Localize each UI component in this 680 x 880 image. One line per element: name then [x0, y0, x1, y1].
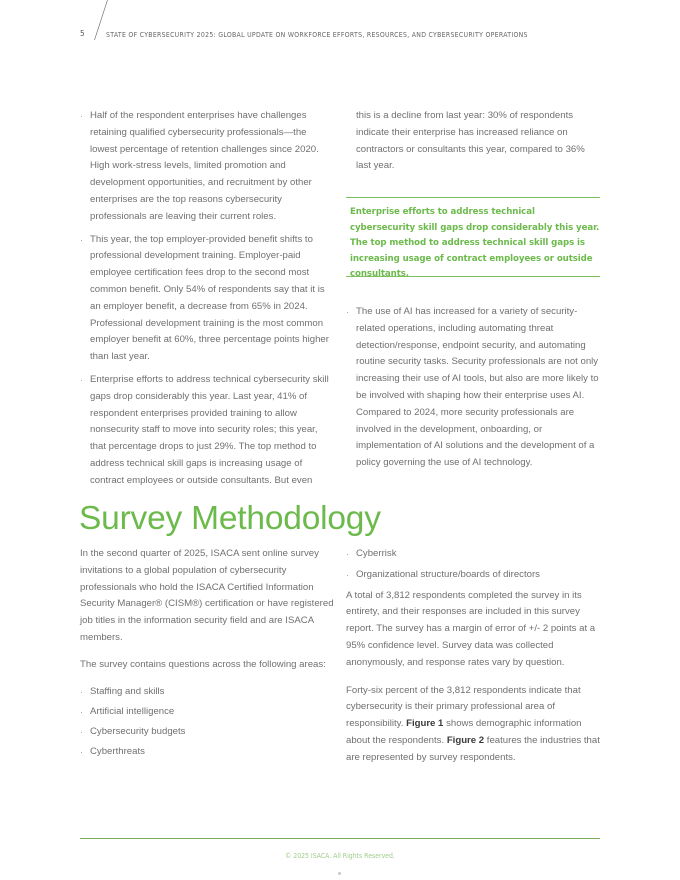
pull-quote-callout: [346, 197, 600, 277]
findings-left-column: [80, 108, 332, 496]
footer-divider: [80, 838, 600, 839]
footer-dot-icon: [338, 872, 341, 875]
figure-1-reference: Figure 1: [406, 718, 444, 730]
survey-areas-list-continued: [346, 546, 604, 584]
demographics-paragraph: [346, 683, 604, 767]
areas-intro: The survey contains questions across the following areas:: [80, 658, 326, 670]
list-item: · Enterprise efforts to address technical cybersecurity skill gaps drop considerably this year. Last year, 41% of respondent enterprises provided training to allow nonsecurity staff to move into security roles; this year, that percentage drops to just 29%. The top method to address technical skill gaps is increasing usage of contract employees or outside consultants. But even: [80, 372, 332, 490]
methodology-left-column: [80, 546, 336, 764]
page-number: 5: [80, 29, 85, 38]
list-item: · Half of the respondent enterprises have challenges retaining qualified cybersecurity professionals—the lowest percentage of retention challenges since 2020. High work-stress levels, limited promotion and development opportunities, and recruitment by other enterprises are the top reasons cybersecurity professionals are leaving their current roles.: [80, 108, 332, 226]
methodology-intro: In the second quarter of 2025, ISACA sent online survey invitations to a global population of cybersecurity professionals who hold the ISACA Certified Information Security Manager® (CISM®) certification or have registered job titles in the information security field and are ISACA members.: [80, 548, 334, 643]
list-item: · Artificial intelligence: [80, 704, 336, 721]
running-title: STATE OF CYBERSECURITY 2025: GLOBAL UPDATE ON WORKFORCE EFFORTS, RESOURCES, AND CYBERSECURITY OPERATIONS: [106, 30, 528, 39]
survey-areas-list: [80, 684, 336, 761]
findings-list-right: [346, 304, 604, 472]
list-item: · Organizational structure/boards of directors: [346, 567, 604, 584]
demographics-text: features the industries that are represented by survey respondents.: [346, 734, 600, 763]
continuation-paragraph: this is a decline from last year: 30% of respondents indicate their enterprise has increased reliance on contractors or consultants this year, compared to 36% last year.: [356, 110, 585, 172]
section-heading: Survey Methodology: [79, 500, 381, 537]
list-item: · The use of AI has increased for a variety of security-related operations, including automating threat detection/response, endpoint security, and automating routine security tasks. Security professionals are not only increasing their use of AI tools, but also are more likely to be involved with shaping how their enterprise uses AI. Compared to 2024, more security professionals are involved in the development, onboarding, or implementation of AI solutions and the development of a policy governing the use of AI technology.: [346, 304, 604, 472]
callout-text: Enterprise efforts to address technical cybersecurity skill gaps drop considerably this year. The top method to address technical skill gaps is increasing usage of contract employees or outside consultants.: [350, 207, 600, 279]
header-slash-divider: [0, 0, 120, 45]
list-item: · Cyberthreats: [80, 744, 336, 761]
findings-right-column: [346, 108, 602, 175]
findings-right-ai: [346, 304, 604, 472]
copyright-notice: © 2025 ISACA. All Rights Reserved.: [285, 852, 395, 860]
demographics-text: shows demographic information about the respondents.: [346, 718, 582, 746]
methodology-right-column: [346, 546, 604, 778]
figure-2-reference: Figure 2: [446, 734, 485, 746]
demographics-text: Forty-six percent of the 3,812 respondents indicate that cybersecurity is their primary professional area of responsibility.: [346, 684, 581, 730]
list-item: · Cyberrisk: [346, 546, 604, 563]
list-item: · This year, the top employer-provided benefit shifts to professional development training. Employer-paid employee certification fees drop to the second most common benefit. Only 54% of respondents say that it is an employer benefit, a decrease from 65% in 2024. Professional development training is the most common employer benefit at 60%, three percentage points higher than last year.: [80, 232, 332, 366]
respondents-paragraph: A total of 3,812 respondents completed the survey in its entirety, and their responses are included in this survey report. The survey has a margin of error of +/- 2 points at a 95% confidence level. Survey data was collected anonymously, and response rates vary by question.: [346, 589, 596, 668]
list-item: · Staffing and skills: [80, 684, 336, 701]
findings-list-left: [80, 108, 332, 490]
page-header: [0, 0, 680, 45]
list-item: · Cybersecurity budgets: [80, 724, 336, 741]
